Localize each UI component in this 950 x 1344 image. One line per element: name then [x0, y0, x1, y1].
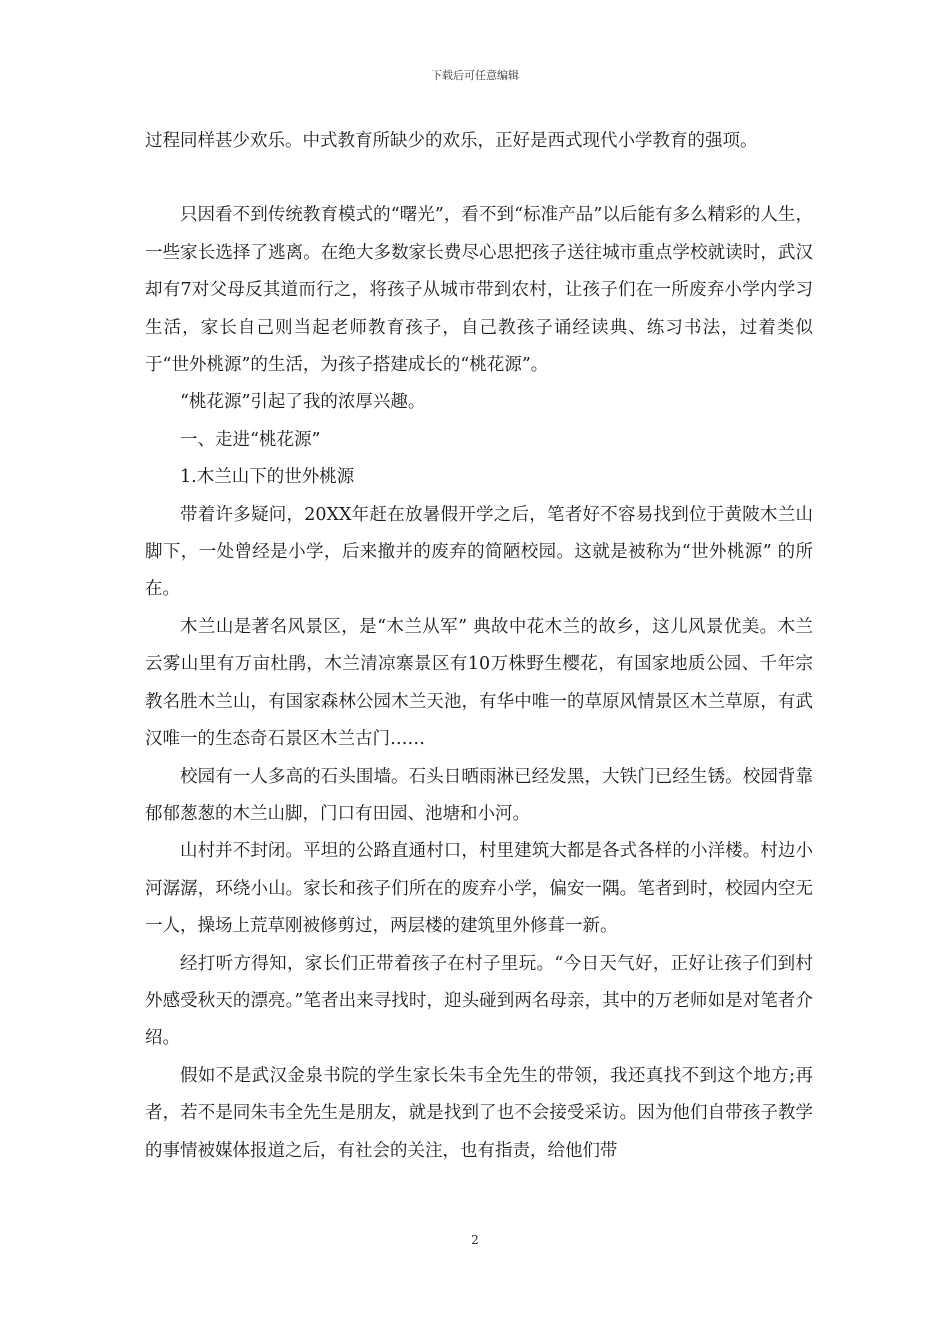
page-header: 下载后可任意编辑 [431, 69, 519, 82]
paragraph: 过程同样甚少欢乐。中式教育所缺少的欢乐，正好是西式现代小学教育的强项。 [145, 131, 758, 151]
document-body [145, 123, 813, 1170]
page-number: 2 [471, 1233, 479, 1247]
paragraph: 假如不是武汉金泉书院的学生家长朱韦全先生的带领，我还真找不到这个地方;再者，若不是同朱韦全先生是朋友，就是找到了也不会接受采访。因为他们自带孩子教学的事情被媒体报道之后，有社会的关注，也有指责，给他们带 [145, 1065, 813, 1161]
subsection-heading: 1.木兰山下的世外桃源 [180, 467, 355, 488]
paragraph: 校园有一人多高的石头围墙。石头日晒雨淋已经发黑，大铁门已经生锈。校园背靠郁郁葱葱的木兰山脚，门口有田园、池塘和小河。 [145, 766, 813, 824]
paragraph: 经打听方得知，家长们正带着孩子在村子里玩。“今日天气好，正好让孩子们到村外感受秋天的漂亮。”笔者出来寻找时，迎头碰到两名母亲，其中的万老师如是对笔者介绍。 [145, 953, 813, 1049]
paragraph: 只因看不到传统教育模式的“曙光”，看不到“标准产品”以后能有多么精彩的人生，一些家长选择了逃离。在绝大多数家长费尽心思把孩子送往城市重点学校就读时，武汉却有7对父母反其道而行之，将孩子从城市带到农村，让孩子们在一所废弃小学内学习生活，家长自己则当起老师教育孩子，自己教孩子诵经读典、练习书法，过着类似于“世外桃源”的生活，为孩子搭建成长的“桃花源”。 [145, 205, 813, 376]
paragraph-gap [145, 160, 813, 197]
paragraph: “桃花源”引起了我的浓厚兴趣。 [180, 392, 426, 413]
section-heading: 一、走进“桃花源” [180, 429, 321, 450]
paragraph: 山村并不封闭。平坦的公路直通村口，村里建筑大都是各式各样的小洋楼。村边小河潺潺，环绕小山。家长和孩子们所在的废弃小学，偏安一隅。笔者到时，校园内空无一人，操场上荒草刚被修剪过，两层楼的建筑里外修葺一新。 [145, 841, 813, 937]
paragraph: 带着许多疑问，20XX年赶在放暑假开学之后，笔者好不容易找到位于黄陂木兰山脚下，一处曾经是小学，后来撤并的废弃的简陋校园。这就是被称为“世外桃源” 的所在。 [145, 504, 813, 600]
paragraph: 木兰山是著名风景区，是“木兰从军” 典故中花木兰的故乡，这儿风景优美。木兰云雾山里有万亩杜鹃，木兰清凉寨景区有10万株野生樱花，有国家地质公园、千年宗教名胜木兰山，有国家森林公园木兰天池，有华中唯一的草原风情景区木兰草原，有武汉唯一的生态奇石景区木兰古门…… [145, 616, 813, 750]
